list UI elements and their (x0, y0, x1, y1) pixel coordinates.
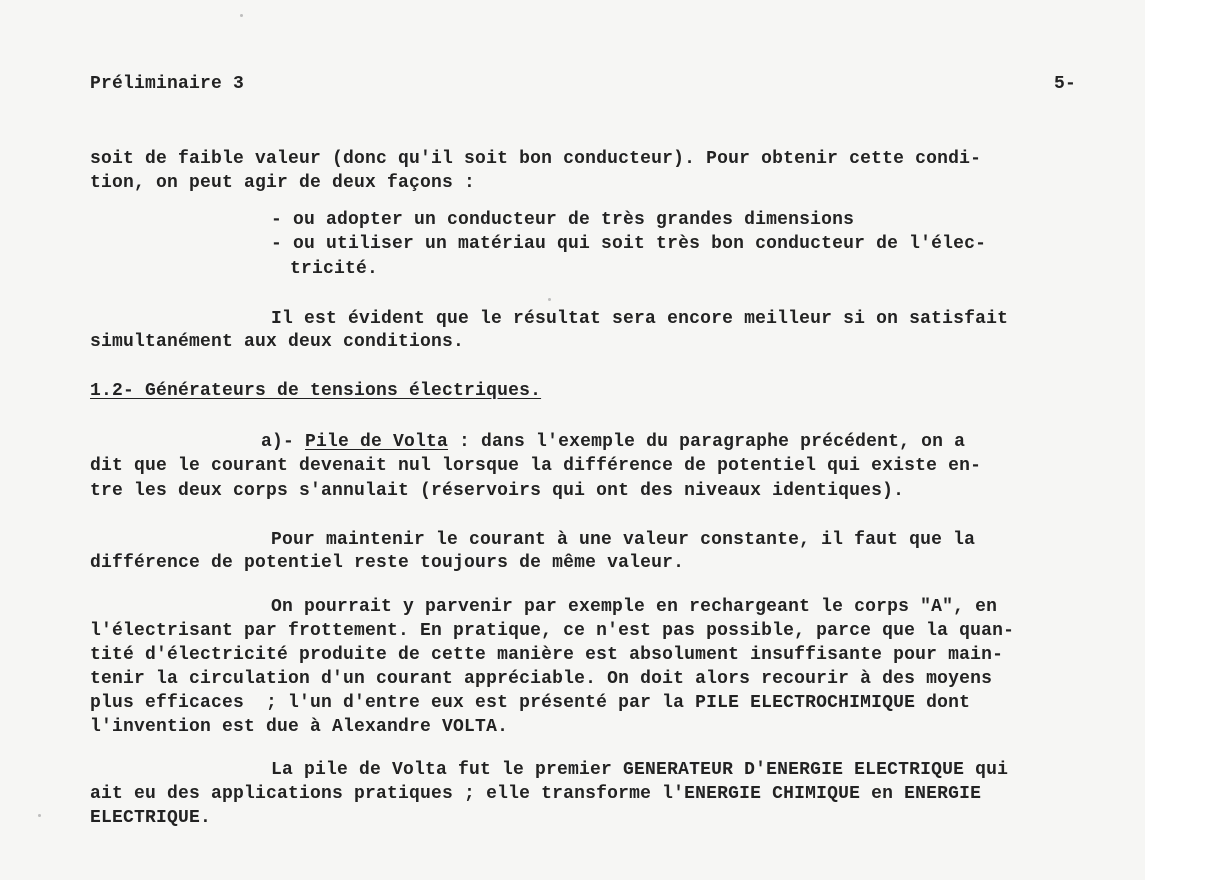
scan-speck (240, 14, 243, 17)
running-header: Préliminaire 3 (90, 74, 245, 94)
paragraph-line: tion, on peut agir de deux façons : (90, 173, 476, 193)
bullet-item: - ou utiliser un matériau qui soit très bon conducteur de l'élec- (271, 234, 987, 254)
list-marker: a)- (261, 432, 306, 452)
scan-speck (548, 298, 551, 301)
paragraph-line: simultanément aux deux conditions. (90, 332, 465, 352)
paragraph-line: La pile de Volta fut le premier GENERATEUR D'ENERGIE ELECTRIQUE qui (271, 760, 1009, 780)
bullet-item: - ou adopter un conducteur de très grandes dimensions (271, 210, 855, 230)
paragraph-text: : dans l'exemple du paragraphe précédent, on a (448, 432, 966, 452)
paragraph-line (261, 431, 965, 453)
paragraph-line: plus efficaces ; l'un d'entre eux est présenté par la PILE ELECTROCHIMIQUE dont (90, 693, 971, 713)
page-number: 5- (1054, 74, 1077, 94)
paragraph-line: soit de faible valeur (donc qu'il soit bon conducteur). Pour obtenir cette condi- (90, 149, 982, 169)
scan-margin (1145, 0, 1211, 880)
paragraph-line: différence de potentiel reste toujours de même valeur. (90, 553, 685, 573)
bullet-item-continuation: tricité. (290, 259, 379, 279)
term-pile-de-volta: Pile de Volta (305, 432, 449, 452)
paragraph-line: On pourrait y parvenir par exemple en rechargeant le corps "A", en (271, 597, 998, 617)
paragraph-line: ait eu des applications pratiques ; elle transforme l'ENERGIE CHIMIQUE en ENERGIE (90, 784, 982, 804)
section-heading: 1.2- Générateurs de tensions électriques. (90, 381, 542, 401)
paragraph-line: ELECTRIQUE. (90, 808, 212, 828)
paragraph-line: l'électrisant par frottement. En pratique, ce n'est pas possible, parce que la quan- (90, 621, 1015, 641)
scan-speck (38, 814, 41, 817)
paragraph-line: l'invention est due à Alexandre VOLTA. (90, 717, 509, 737)
paragraph-line: tenir la circulation d'un courant appréciable. On doit alors recourir à des moyens (90, 669, 993, 689)
paragraph-line: tité d'électricité produite de cette manière est absolument insuffisante pour main- (90, 645, 1004, 665)
paragraph-line: Il est évident que le résultat sera encore meilleur si on satisfait (271, 309, 1009, 329)
paragraph-line: tre les deux corps s'annulait (réservoirs qui ont des niveaux identiques). (90, 481, 905, 501)
paragraph-line: Pour maintenir le courant à une valeur constante, il faut que la (271, 530, 976, 550)
paragraph-line: dit que le courant devenait nul lorsque la différence de potentiel qui existe en- (90, 456, 982, 476)
